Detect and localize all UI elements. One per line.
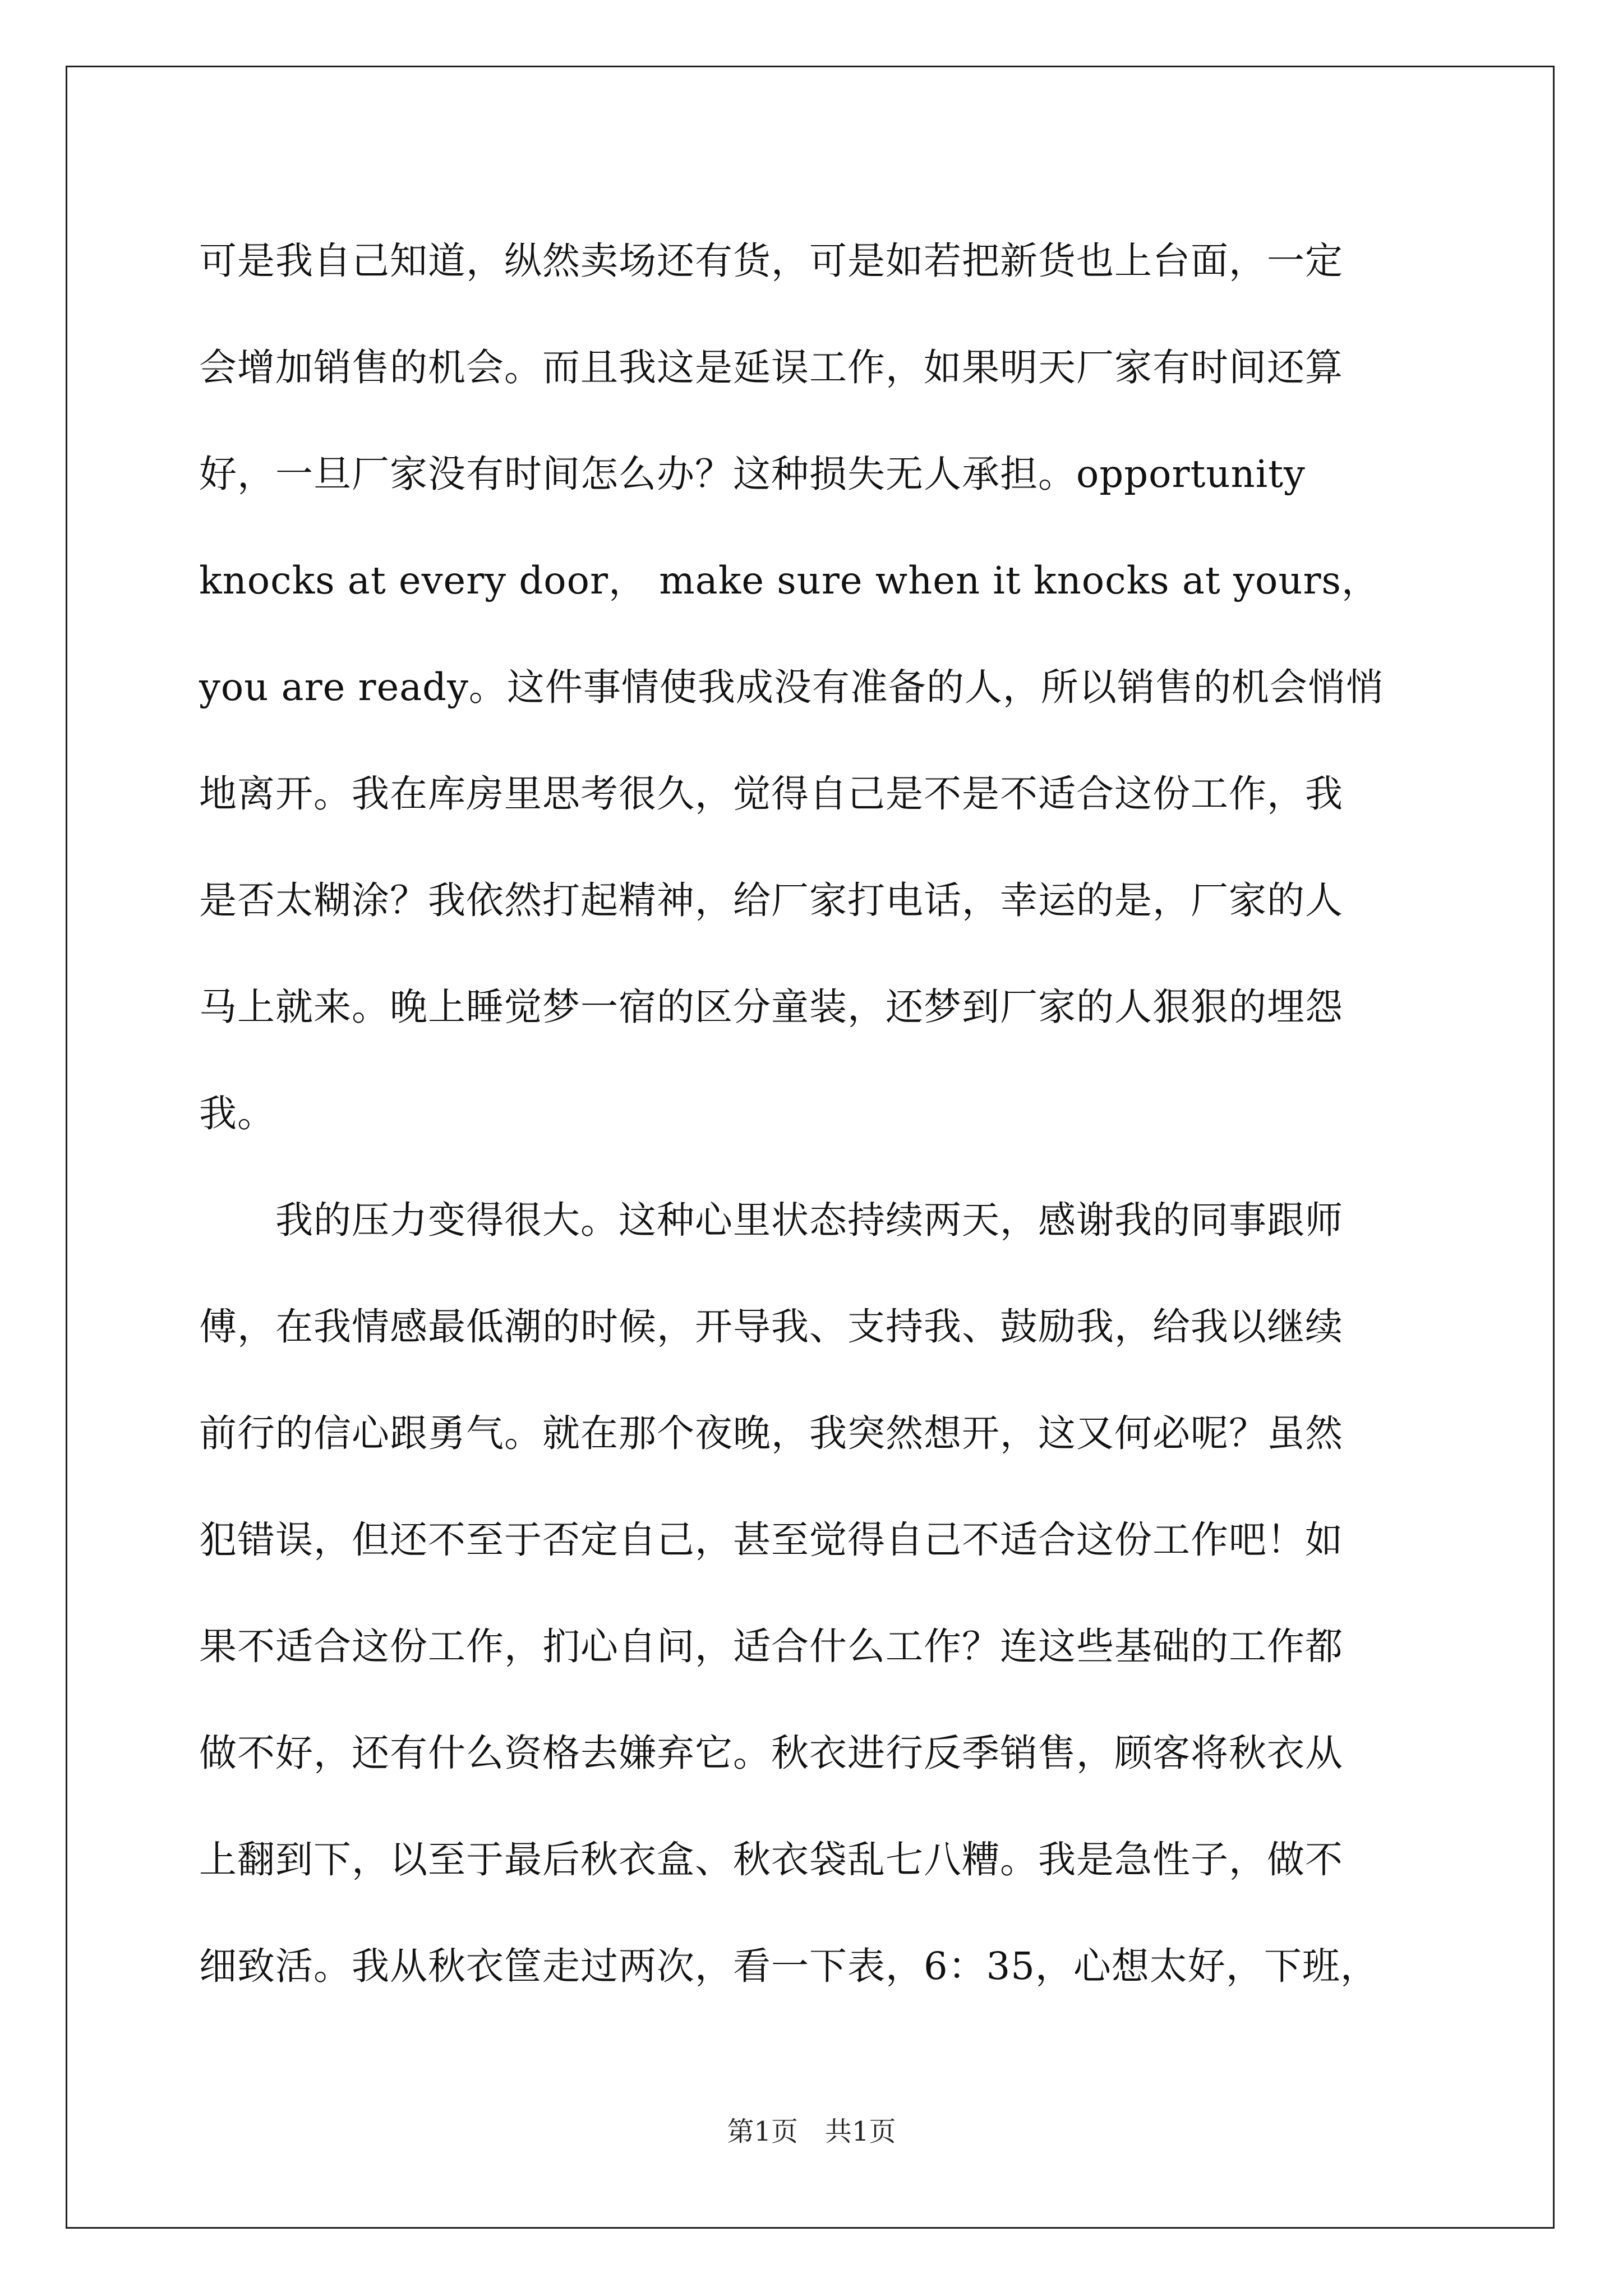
text-line-12: 前行的信心跟勇气。就在那个夜晚，我突然想开，这又何必呢？虽然 xyxy=(199,1411,1343,1455)
text-line-9: 我。 xyxy=(199,1092,275,1135)
text-line-13: 犯错误，但还不至于否定自己，甚至觉得自己不适合这份工作吧！如 xyxy=(199,1518,1343,1562)
document-body xyxy=(199,208,1430,2019)
text-line-15: 做不好，还有什么资格去嫌弃它。秋衣进行反季销售，顾客将秋衣从 xyxy=(199,1731,1343,1775)
text-line-1: 可是我自己知道，纵然卖场还有货，可是如若把新货也上台面，一定 xyxy=(199,239,1343,283)
text-line-14: 果不适合这份工作，扪心自问，适合什么工作？连这些基础的工作都 xyxy=(199,1625,1343,1668)
text-line-6: 地离开。我在库房里思考很久，觉得自己是不是不适合这份工作，我 xyxy=(199,772,1343,816)
text-line-16: 上翻到下，以至于最后秋衣盒、秋衣袋乱七八糟。我是急性子，做不 xyxy=(199,1838,1343,1881)
text-line-4: knocks at every door， make sure when it knocks at yours， xyxy=(199,559,1380,602)
text-line-7: 是否太糊涂？我依然打起精神，给厂家打电话，幸运的是，厂家的人 xyxy=(199,878,1343,922)
text-line-8: 马上就来。晚上睡觉梦一宿的区分童装，还梦到厂家的人狠狠的埋怨 xyxy=(199,985,1343,1029)
text-line-17: 细致活。我从秋衣筐走过两次，看一下表，6：35，心想太好，下班， xyxy=(199,1944,1378,1988)
text-line-10: 我的压力变得很大。这种心里状态持续两天，感谢我的同事跟师 xyxy=(199,1198,1343,1242)
text-line-2: 会增加销售的机会。而且我这是延误工作，如果明天厂家有时间还算 xyxy=(199,346,1343,389)
text-line-11: 傅，在我情感最低潮的时候，开导我、支持我、鼓励我，给我以继续 xyxy=(199,1305,1343,1349)
text-line-3: 好，一旦厂家没有时间怎么办？这种损失无人承担。opportunity xyxy=(199,452,1306,496)
text-line-5: you are ready。这件事情使我成没有准备的人，所以销售的机会悄悄 xyxy=(199,665,1384,709)
page-footer: 第1页 共1页 xyxy=(727,2116,896,2147)
